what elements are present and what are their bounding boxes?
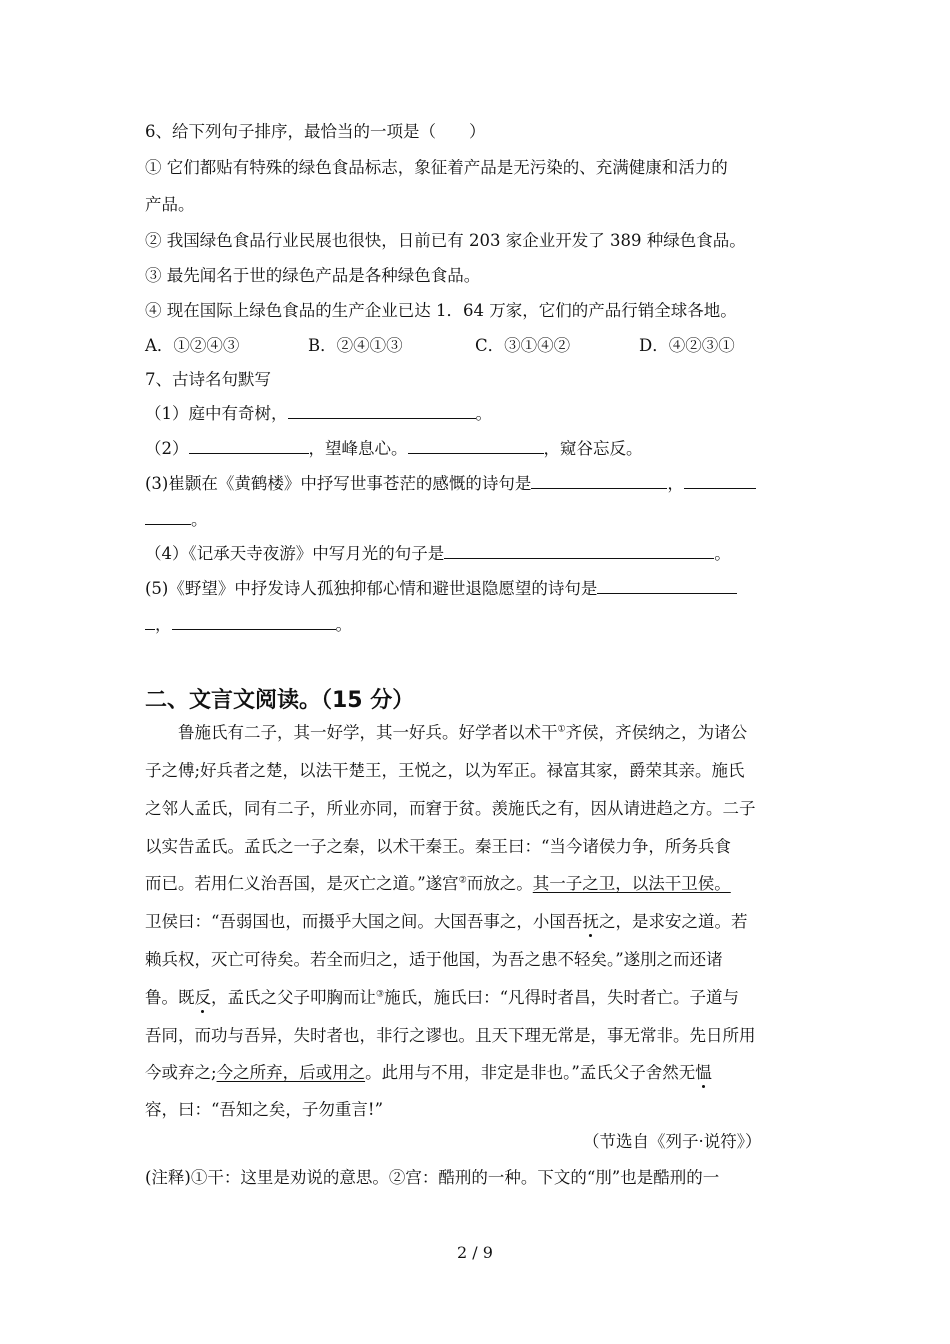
answer-blank[interactable] bbox=[172, 615, 336, 630]
q7-item-3-end: 。 bbox=[191, 510, 208, 529]
answer-blank[interactable] bbox=[145, 615, 155, 630]
passage-line bbox=[145, 1063, 712, 1083]
dotted-word: 反 bbox=[194, 988, 211, 1007]
passage-line bbox=[178, 723, 747, 743]
q7-item-2-mid: ，望峰息心。 bbox=[308, 439, 408, 458]
passage-line bbox=[145, 874, 731, 894]
passage-line bbox=[145, 912, 747, 932]
note-marker: ③ bbox=[376, 989, 385, 1000]
source-citation: （节选自《列子·说符》） bbox=[583, 1132, 762, 1151]
q6-sentence-1: ① 它们都贴有特殊的绿色食品标志，象征着产品是无污染的、充满健康和活力的 bbox=[145, 158, 728, 177]
q7-item-3-text: (3)崔颢在《黄鹤楼》中抒写世事苍茫的感慨的诗句是 bbox=[145, 474, 532, 493]
dotted-word: 抚 bbox=[582, 912, 599, 931]
answer-blank[interactable] bbox=[444, 544, 714, 559]
q7-item-5-end: 。 bbox=[335, 615, 352, 634]
answer-blank[interactable] bbox=[408, 439, 544, 454]
q6-sentence-1-cont: 产品。 bbox=[145, 195, 195, 214]
q6-sentence-4: ④ 现在国际上绿色食品的生产企业已达 1．64 万家，它们的产品行销全球各地。 bbox=[145, 301, 737, 320]
q6-sentence-2: ② 我国绿色食品行业民展也很快，日前已有 203 家企业开发了 389 种绿色食品。 bbox=[145, 231, 746, 250]
answer-blank[interactable] bbox=[531, 474, 667, 489]
q7-item-1 bbox=[145, 404, 492, 424]
answer-blank[interactable] bbox=[288, 404, 476, 419]
q7-item-2-label: （2） bbox=[145, 439, 189, 458]
q7-item-4 bbox=[145, 544, 731, 564]
q6-stem: 6、给下列句子排序，最恰当的一项是（ ） bbox=[145, 122, 486, 141]
q7-item-3 bbox=[145, 474, 756, 494]
q7-item-2-end: ，窥谷忘反。 bbox=[543, 439, 643, 458]
note-marker: ② bbox=[458, 875, 467, 886]
passage-text: 。此用与不用，非定是非也。”孟氏父子舍然无 bbox=[365, 1063, 696, 1082]
q6-options bbox=[145, 336, 735, 356]
passage-text: 而放之。 bbox=[466, 874, 533, 893]
q7-item-1-end: 。 bbox=[475, 404, 492, 423]
answer-blank[interactable] bbox=[189, 439, 309, 454]
underlined-sentence: 今之所弃，后或用之 bbox=[216, 1063, 366, 1082]
passage-line: 以实告孟氏。孟氏之一子之秦，以术干秦王。秦王曰：“当今诸侯力争，所务兵食 bbox=[145, 837, 731, 856]
q6-sentence-3: ③ 最先闻名于世的绿色产品是各种绿色食品。 bbox=[145, 266, 481, 285]
passage-text: 鲁施氏有二子，其一好学，其一好兵。好学者以术干 bbox=[178, 723, 558, 742]
note-marker: ① bbox=[557, 724, 566, 735]
q7-item-5-cont bbox=[145, 615, 352, 635]
passage-text: 之，是求安之道。若 bbox=[598, 912, 748, 931]
q7-item-4-end: 。 bbox=[714, 544, 731, 563]
option-a[interactable]: A．①②④③ bbox=[145, 336, 240, 355]
passage-text: 鲁。既 bbox=[145, 988, 195, 1007]
q7-item-2 bbox=[145, 439, 643, 459]
annotation-note: (注释)①干：这里是劝说的意思。②宫：酷刑的一种。下文的“刖”也是酷刑的一 bbox=[145, 1168, 720, 1187]
answer-blank[interactable] bbox=[145, 510, 191, 525]
q7-stem: 7、古诗名句默写 bbox=[145, 370, 271, 389]
answer-blank[interactable] bbox=[684, 474, 756, 489]
passage-text: 今或弃之; bbox=[145, 1063, 217, 1082]
answer-blank[interactable] bbox=[597, 579, 737, 594]
passage-text: 施氏，施氏曰：“凡得时者昌，失时者亡。子道与 bbox=[384, 988, 740, 1007]
passage-line: 吾同，而功与吾异，失时者也，非行之谬也。且天下理无常是，事无常非。先日所用 bbox=[145, 1026, 756, 1045]
underlined-sentence: 其一子之卫，以法干卫侯。 bbox=[532, 874, 731, 893]
passage-line: 子之傅;好兵者之楚，以法干楚王，王悦之，以为军正。禄富其家，爵荣其亲。施氏 bbox=[145, 761, 745, 780]
q7-item-4-text: （4）《记承天寺夜游》中写月光的句子是 bbox=[145, 544, 445, 563]
option-d[interactable]: D．④②③① bbox=[639, 336, 735, 355]
passage-line: 容，曰：“吾知之矣，子勿重言!” bbox=[145, 1100, 384, 1119]
passage-line bbox=[145, 988, 739, 1008]
q7-item-5-comma: ， bbox=[155, 615, 172, 634]
page-number: 2 / 9 bbox=[457, 1243, 493, 1262]
dotted-word: 愠 bbox=[695, 1063, 712, 1082]
passage-text: ，孟氏之父子叩胸而让 bbox=[211, 988, 376, 1007]
passage-line: 赖兵权，灭亡可待矣。若全而归之，适于他国，为吾之患不轻矣。”遂刖之而还诸 bbox=[145, 950, 723, 969]
q7-item-1-text: （1）庭中有奇树， bbox=[145, 404, 288, 423]
option-c[interactable]: C．③①④② bbox=[475, 336, 571, 355]
option-b[interactable]: B．②④①③ bbox=[308, 336, 403, 355]
q7-item-3-comma: ， bbox=[667, 474, 684, 493]
passage-line: 之邻人孟氏，同有二子，所业亦同，而窘于贫。羡施氏之有，因从请进趋之方。二子 bbox=[145, 799, 756, 818]
q7-item-5-text: (5)《野望》中抒发诗人孤独抑郁心情和避世退隐愿望的诗句是 bbox=[145, 579, 598, 598]
passage-text: 齐侯，齐侯纳之，为诸公 bbox=[565, 723, 748, 742]
passage-text: 而已。若用仁义治吾国，是灭亡之道。”遂宫 bbox=[145, 874, 459, 893]
q7-item-3-cont bbox=[145, 510, 208, 530]
section-title: 二、文言文阅读。（15 分） bbox=[145, 688, 415, 713]
q7-item-5 bbox=[145, 579, 737, 599]
passage-text: 卫侯曰：“吾弱国也，而摄乎大国之间。大国吾事之，小国吾 bbox=[145, 912, 583, 931]
